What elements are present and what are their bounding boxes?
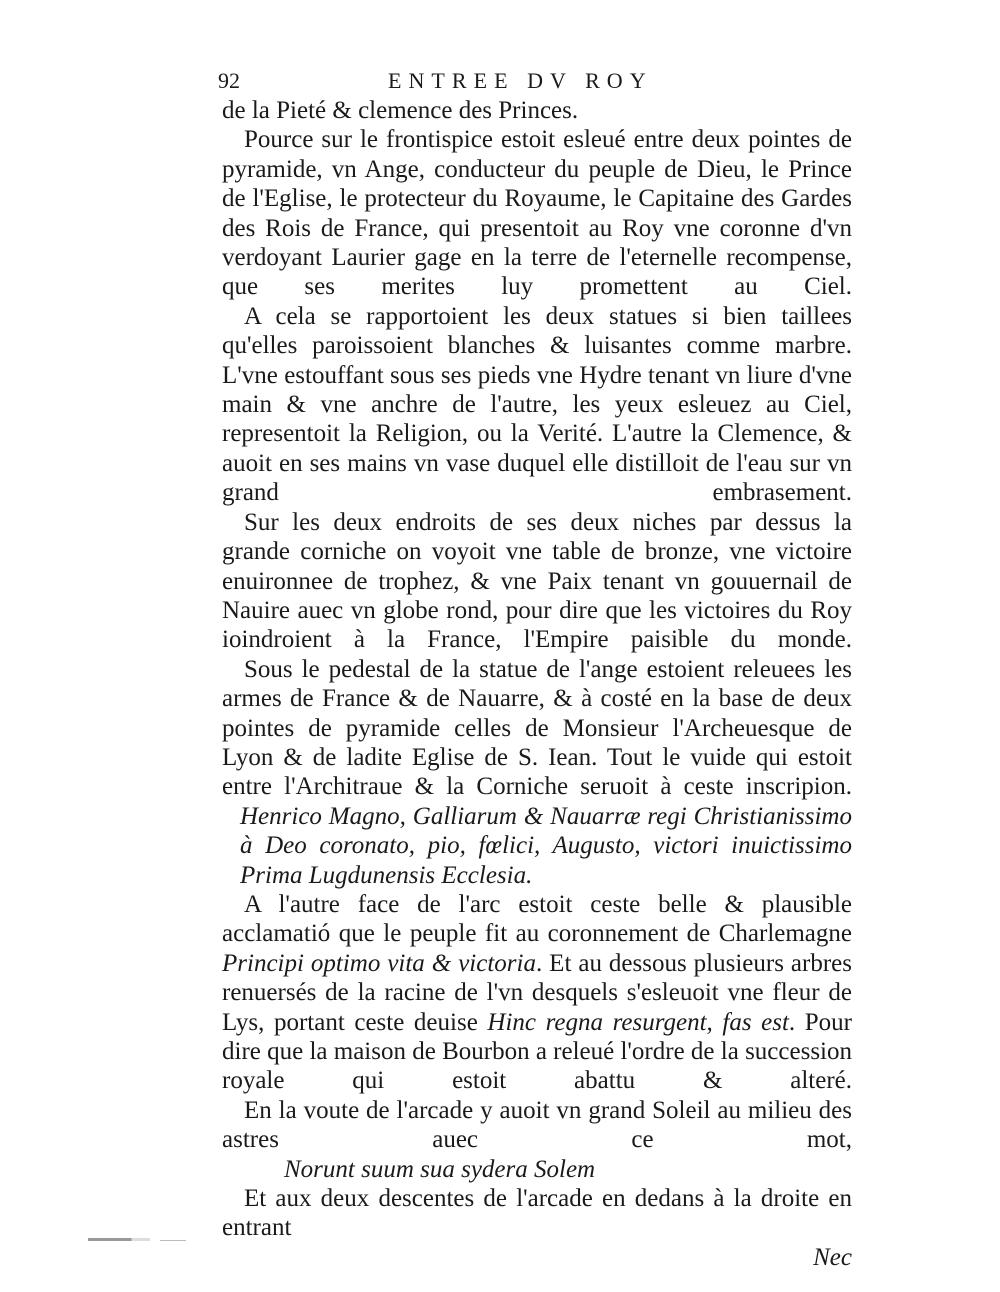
paragraph: Sur les deux endroits de ses deux niches par dessus la grande corniche on voyoit vne table de bronze, vne victoire enuironnee de trophez, & vne Paix tenant vn gouuernail de Nauire auec vn globe rond, pour dire que les victoires du Roy ioindroient à la France, l'Empire paisible du monde. <box>222 508 852 654</box>
latin-acclamation: Principi optimo vita & victoria <box>222 949 536 977</box>
latin-motto-centered: Norunt suum sua sydera Solem <box>284 1155 596 1183</box>
running-title: ENTREE DV ROY <box>388 68 653 93</box>
body-text <box>222 96 852 1272</box>
paragraph-text: . Pour dire que la maison de Bourbon a releué l'ordre de la succession royale qui estoit abattu & alteré. <box>222 1008 852 1095</box>
scan-artifact <box>88 1238 150 1241</box>
catchword: Nec <box>813 1243 852 1271</box>
scan-artifact <box>160 1240 186 1241</box>
paragraph <box>222 890 852 1096</box>
paragraph: A cela se rapportoient les deux statues si bien taillees qu'elles paroissoient blanches & luisantes comme marbre. L'vne estouffant sous ses pieds vne Hydre tenant vn liure d'vne main & vne anchre de l'autre, les yeux esleuez au Ciel, representoit la Religion, ou la Verité. L'autre la Clemence, & auoit en ses mains vn vase duquel elle distilloit de l'eau sur vn grand embrasement. <box>222 302 852 507</box>
paragraph-text: . Et au dessous plusieurs arbres renuersés de la racine de l'vn desquels s'esleuoit vne fleur de Lys, portant ceste deuise <box>222 949 852 1036</box>
page-header <box>218 68 858 98</box>
latin-motto: Hinc regna resurgent, fas est <box>487 1008 789 1036</box>
paragraph: Sous le pedestal de la statue de l'ange estoient releuees les armes de France & de Nauarre, & à costé en la base de deux pointes de pyramide celles de Monsieur l'Archeuesque de Lyon & de ladite Eglise de S. Iean. Tout le vuide qui estoit entre l'Architraue & la Corniche seruoit à ceste inscripion. <box>222 655 852 801</box>
paragraph: de la Pieté & clemence des Princes. <box>222 97 579 124</box>
latin-inscription: Henrico Magno, Galliarum & Nauarræ regi Christianissimo à Deo coronato, pio, fœlici, Augusto, victori inuictissimo Prima Lugdunensis Ecclesia. <box>240 802 852 889</box>
paragraph: Pource sur le frontispice estoit esleué entre deux pointes de pyramide, vn Ange, conducteur du peuple de Dieu, le Prince de l'Eglise, le protecteur du Royaume, le Capitaine des Gardes des Rois de France, qui presentoit au Roy vne coronne d'vn verdoyant Laurier gage en la terre de l'eternelle recompense, que ses merites luy promettent au Ciel. <box>222 126 852 301</box>
paragraph: En la voute de l'arcade y auoit vn grand Soleil au milieu des astres auec ce mot, <box>222 1096 852 1154</box>
page-number: 92 <box>218 68 240 93</box>
paragraph-text: A l'autre face de l'arc estoit ceste belle & plausible acclamatió que le peuple fit au coronnement de Charlemagne <box>222 890 852 948</box>
paragraph: Et aux deux descentes de l'arcade en dedans à la droite en entrant <box>222 1185 852 1242</box>
